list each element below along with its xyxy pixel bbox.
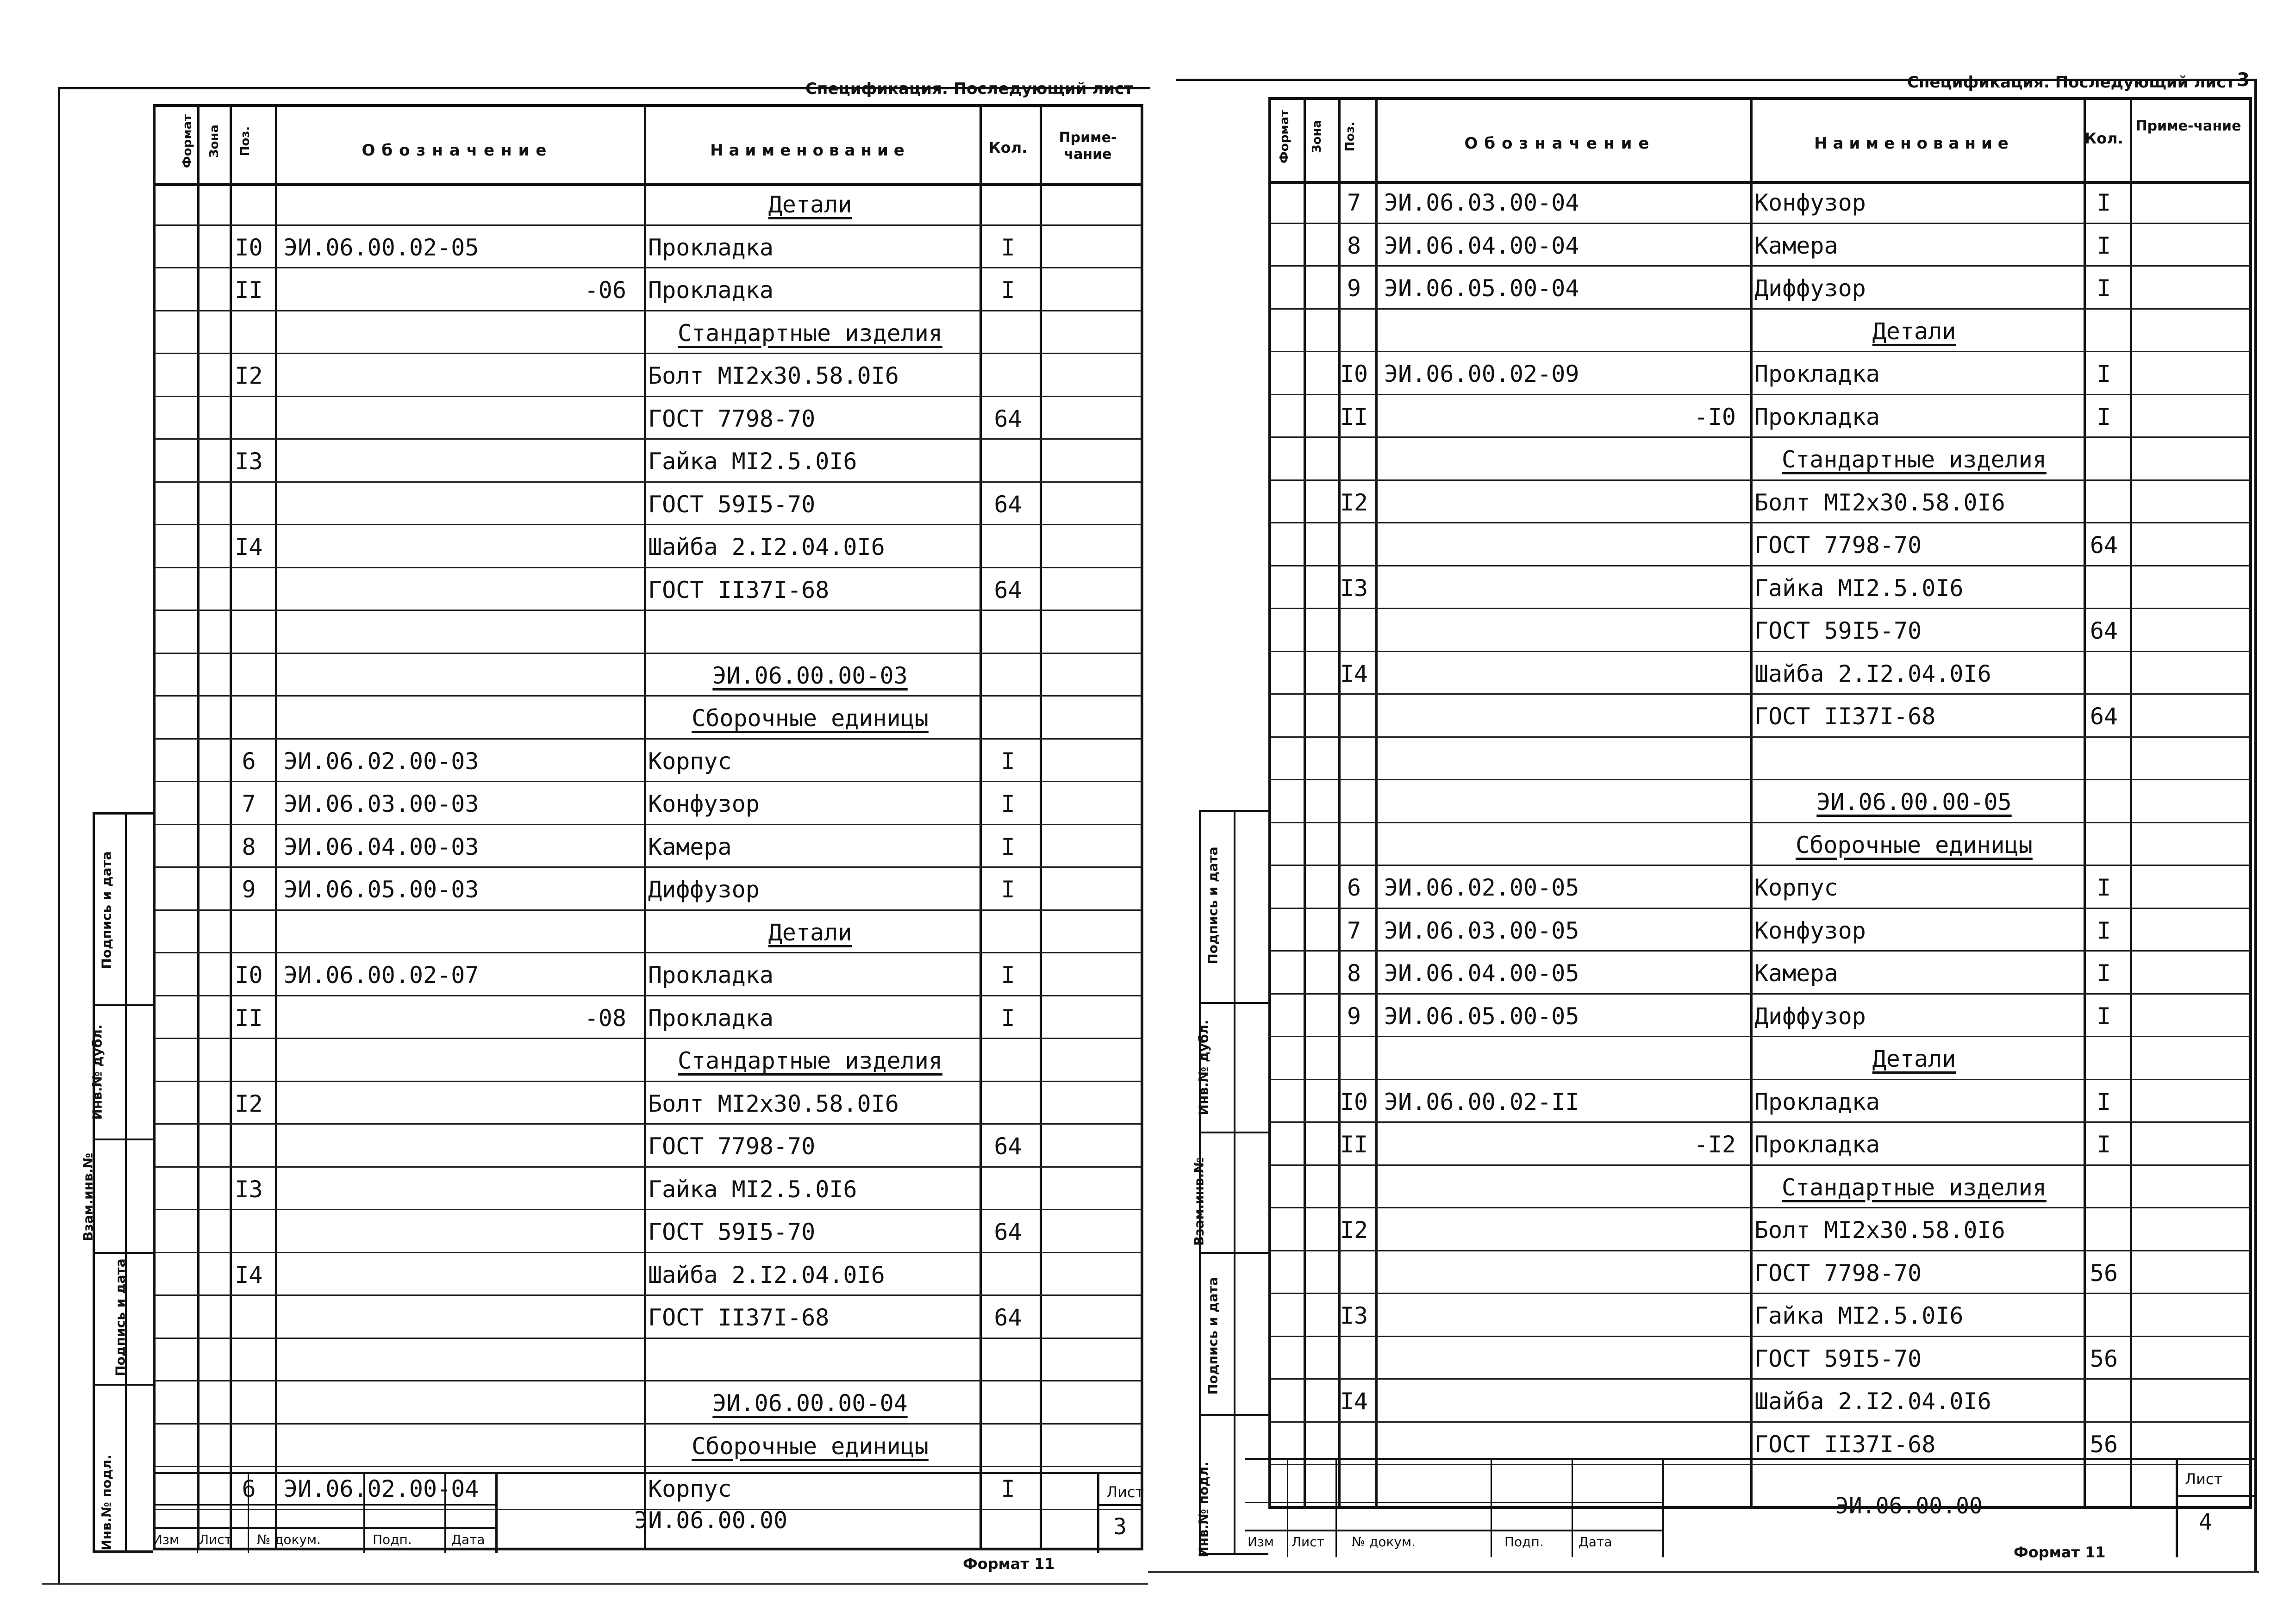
row-divider bbox=[1271, 1036, 2250, 1037]
left-tb-data: Дата bbox=[451, 1532, 485, 1547]
left-side-podpis-1: Подпись и дата bbox=[112, 1258, 128, 1376]
row-designation: ЭИ.06.00.02-09 bbox=[1384, 361, 1579, 387]
row-divider bbox=[155, 353, 1141, 354]
row-divider bbox=[155, 1252, 1141, 1253]
row-divider bbox=[1271, 651, 2250, 652]
row-quantity: I bbox=[1001, 234, 1015, 261]
row-position: II bbox=[1340, 403, 1368, 430]
left-col-name: Наименование bbox=[710, 141, 910, 160]
row-position: I4 bbox=[235, 534, 263, 560]
row-divider bbox=[1271, 865, 2250, 866]
row-name: Болт МI2х30.58.0I6 bbox=[648, 1090, 899, 1117]
row-quantity: 64 bbox=[994, 1219, 1022, 1245]
row-name: Прокладка bbox=[648, 962, 774, 989]
right-tb-list: Лист bbox=[1292, 1534, 1324, 1549]
left-side-vzam: Взам.инв.№ bbox=[80, 1152, 96, 1242]
row-position: 8 bbox=[1347, 960, 1361, 987]
row-designation: ЭИ.06.03.00-03 bbox=[284, 790, 479, 817]
left-tb-podp: Подп. bbox=[373, 1532, 412, 1547]
row-designation: ЭИ.06.03.00-04 bbox=[1384, 189, 1579, 216]
row-position: 9 bbox=[1347, 1002, 1361, 1030]
row-name: ГОСТ II37I-68 bbox=[648, 576, 830, 604]
row-name: Гайка МI2.5.0I6 bbox=[648, 1176, 857, 1203]
row-designation: ЭИ.06.00.02-II bbox=[1384, 1088, 1579, 1115]
left-format: Формат 11 bbox=[963, 1555, 1055, 1573]
row-name: Прокладка bbox=[1754, 1131, 1880, 1158]
row-position: I2 bbox=[235, 1090, 263, 1117]
row-name: Прокладка bbox=[1754, 403, 1880, 430]
row-name: ЭИ.06.00.00-04 bbox=[712, 1390, 908, 1417]
row-position: II bbox=[235, 277, 263, 304]
row-quantity: I bbox=[1001, 790, 1015, 817]
row-name: Конфузор bbox=[648, 790, 760, 817]
row-name: Диффузор bbox=[648, 876, 760, 903]
row-divider bbox=[1271, 1293, 2250, 1294]
row-position: 6 bbox=[1347, 874, 1361, 901]
left-side-inv-dubl: Инв.№ дубл. bbox=[89, 1024, 105, 1120]
right-title-block bbox=[1245, 1458, 2254, 1557]
row-designation: ЭИ.06.02.00-05 bbox=[1384, 874, 1579, 901]
row-quantity: I bbox=[1001, 1004, 1015, 1032]
row-divider bbox=[155, 524, 1141, 525]
row-name: Гайка МI2.5.0I6 bbox=[648, 448, 857, 475]
row-name: Камера bbox=[1754, 232, 1838, 259]
row-name: Шайба 2.I2.04.0I6 bbox=[648, 1261, 885, 1288]
left-tb-sheet-label: Лист bbox=[1106, 1483, 1144, 1501]
left-tb-izm: Изм bbox=[153, 1532, 179, 1547]
row-name: Детали bbox=[1872, 317, 1956, 345]
row-divider bbox=[1271, 993, 2250, 995]
right-tb-data: Дата bbox=[1578, 1534, 1612, 1549]
row-quantity: 64 bbox=[994, 491, 1022, 518]
row-position: 6 bbox=[242, 1475, 256, 1502]
row-divider bbox=[155, 224, 1141, 226]
row-name: Сборочные единицы bbox=[692, 1432, 929, 1460]
row-divider bbox=[155, 481, 1141, 483]
row-position: II bbox=[1340, 1131, 1368, 1158]
row-position: I3 bbox=[1340, 574, 1368, 602]
row-designation: -06 bbox=[584, 277, 626, 304]
row-name: Стандартные изделия bbox=[678, 1047, 942, 1074]
row-name: Корпус bbox=[1754, 874, 1838, 901]
row-designation: ЭИ.06.04.00-05 bbox=[1384, 960, 1579, 987]
right-col-format: Формат bbox=[1278, 109, 1292, 164]
row-name: Стандартные изделия bbox=[1782, 1174, 2046, 1201]
row-position: II bbox=[235, 1004, 263, 1032]
row-divider bbox=[1271, 223, 2250, 224]
right-side-inv-dubl: Инв.№ дубл. bbox=[1196, 1020, 1211, 1115]
right-col-pos: Поз. bbox=[1343, 121, 1357, 152]
row-name: ГОСТ 59I5-70 bbox=[1754, 617, 1922, 644]
right-tb-doc: ЭИ.06.00.00 bbox=[1835, 1493, 1983, 1519]
row-position: 9 bbox=[242, 876, 256, 903]
right-tb-izm: Изм bbox=[1248, 1534, 1274, 1549]
left-tb-list: Лист bbox=[199, 1532, 232, 1547]
right-sheet bbox=[1148, 0, 2296, 1624]
row-name: Шайба 2.I2.04.0I6 bbox=[648, 534, 885, 560]
left-side-podpis-2: Подпись и дата bbox=[99, 851, 114, 969]
row-name: ГОСТ 7798-70 bbox=[648, 1133, 816, 1160]
row-quantity: I bbox=[2096, 275, 2111, 302]
row-quantity: 56 bbox=[2090, 1431, 2118, 1458]
row-divider bbox=[155, 396, 1141, 397]
row-divider bbox=[155, 1466, 1141, 1467]
row-name: Камера bbox=[648, 833, 732, 860]
row-designation: -08 bbox=[584, 1004, 626, 1032]
row-name: Корпус bbox=[648, 1475, 732, 1502]
row-divider bbox=[155, 695, 1141, 697]
row-position: I4 bbox=[1340, 660, 1368, 687]
row-quantity: I bbox=[2096, 232, 2111, 259]
row-divider bbox=[155, 909, 1141, 911]
left-col-note: Приме-чание bbox=[1059, 130, 1117, 162]
left-col-designation: Обозначение bbox=[362, 141, 553, 160]
row-position: I0 bbox=[1340, 1088, 1368, 1115]
row-position: I2 bbox=[1340, 489, 1368, 516]
right-format: Формат 11 bbox=[2014, 1543, 2106, 1561]
left-tb-ndok: № докум. bbox=[257, 1532, 321, 1547]
row-position: I0 bbox=[235, 234, 263, 261]
row-divider bbox=[155, 1123, 1141, 1125]
row-designation: ЭИ.06.00.02-07 bbox=[284, 962, 479, 989]
right-tb-ndok: № докум. bbox=[1352, 1534, 1416, 1549]
row-name: Детали bbox=[768, 919, 852, 946]
row-position: I3 bbox=[235, 1176, 263, 1203]
row-name: ГОСТ II37I-68 bbox=[1754, 1431, 1936, 1458]
row-name: ГОСТ 7798-70 bbox=[1754, 1259, 1922, 1287]
row-name: Сборочные единицы bbox=[1796, 831, 2033, 859]
row-position: 7 bbox=[1347, 189, 1361, 216]
row-divider bbox=[1271, 1164, 2250, 1166]
row-divider bbox=[1271, 479, 2250, 481]
row-divider bbox=[1271, 1421, 2250, 1423]
row-name: Гайка МI2.5.0I6 bbox=[1754, 1302, 1964, 1329]
right-corner-number: 3 bbox=[2237, 69, 2250, 91]
left-col-pos: Поз. bbox=[238, 126, 252, 156]
row-name: Болт МI2х30.58.0I6 bbox=[1754, 1217, 2005, 1244]
row-quantity: I bbox=[1001, 833, 1015, 860]
row-name: Прокладка bbox=[1754, 361, 1880, 387]
row-name: Гайка МI2.5.0I6 bbox=[1754, 574, 1964, 602]
row-position: I2 bbox=[235, 362, 263, 389]
row-quantity: I bbox=[1001, 1475, 1015, 1502]
row-designation: ЭИ.06.02.00-04 bbox=[284, 1475, 479, 1502]
row-divider bbox=[155, 567, 1141, 568]
row-divider bbox=[155, 1166, 1141, 1168]
row-designation: ЭИ.06.02.00-03 bbox=[284, 747, 479, 775]
row-divider bbox=[1271, 950, 2250, 952]
row-divider bbox=[1271, 608, 2250, 609]
row-divider bbox=[1271, 1250, 2250, 1251]
row-divider bbox=[155, 1081, 1141, 1082]
row-divider bbox=[155, 610, 1141, 611]
row-quantity: I bbox=[2096, 1002, 2111, 1030]
row-position: I2 bbox=[1340, 1217, 1368, 1244]
row-divider bbox=[1271, 693, 2250, 695]
row-name: Стандартные изделия bbox=[1782, 446, 2046, 473]
row-quantity: 64 bbox=[994, 405, 1022, 432]
row-quantity: I bbox=[1001, 876, 1015, 903]
row-designation: -I0 bbox=[1694, 403, 1736, 430]
row-divider bbox=[1271, 736, 2250, 738]
row-name: Диффузор bbox=[1754, 1002, 1866, 1030]
right-col-designation: Обозначение bbox=[1464, 134, 1656, 153]
row-divider bbox=[155, 738, 1141, 740]
row-designation: ЭИ.06.05.00-03 bbox=[284, 876, 479, 903]
row-divider bbox=[155, 1209, 1141, 1210]
row-name: ГОСТ 7798-70 bbox=[648, 405, 816, 432]
row-position: 9 bbox=[1347, 275, 1361, 302]
row-divider bbox=[155, 267, 1141, 268]
row-quantity: 64 bbox=[994, 1133, 1022, 1160]
right-col-note: Приме-чание bbox=[2135, 118, 2241, 134]
row-name: Конфузор bbox=[1754, 917, 1866, 944]
row-quantity: I bbox=[2096, 917, 2111, 944]
row-divider bbox=[155, 310, 1141, 311]
right-header: Спецификация. Последующий лист bbox=[1907, 73, 2235, 92]
row-divider bbox=[1271, 822, 2250, 823]
row-divider bbox=[155, 866, 1141, 868]
row-divider bbox=[155, 1294, 1141, 1296]
row-divider bbox=[1271, 308, 2250, 310]
row-quantity: I bbox=[2096, 361, 2111, 387]
row-name: Прокладка bbox=[648, 1004, 774, 1032]
row-divider bbox=[155, 952, 1141, 953]
row-divider bbox=[1271, 522, 2250, 523]
row-divider bbox=[1271, 265, 2250, 267]
right-tb-sheet: 4 bbox=[2199, 1509, 2212, 1535]
row-quantity: I bbox=[2096, 1131, 2111, 1158]
row-position: I4 bbox=[1340, 1388, 1368, 1415]
right-side-podpis-1: Подпись и дата bbox=[1205, 1277, 1221, 1395]
row-quantity: I bbox=[2096, 403, 2111, 430]
row-quantity: I bbox=[2096, 874, 2111, 901]
row-divider bbox=[1271, 394, 2250, 395]
row-quantity: I bbox=[1001, 747, 1015, 775]
row-name: ГОСТ 59I5-70 bbox=[1754, 1345, 1922, 1372]
right-col-qty: Кол. bbox=[2084, 130, 2123, 147]
row-quantity: I bbox=[1001, 962, 1015, 989]
row-name: Конфузор bbox=[1754, 189, 1866, 216]
row-name: Шайба 2.I2.04.0I6 bbox=[1754, 1388, 1991, 1415]
row-designation: ЭИ.06.04.00-03 bbox=[284, 833, 479, 860]
row-position: I0 bbox=[1340, 361, 1368, 387]
row-position: I4 bbox=[235, 1261, 263, 1288]
row-name: ГОСТ 7798-70 bbox=[1754, 532, 1922, 559]
left-col-qty: Кол. bbox=[988, 139, 1028, 156]
row-name: Болт МI2х30.58.0I6 bbox=[648, 362, 899, 389]
row-divider bbox=[155, 824, 1141, 825]
row-divider bbox=[1271, 436, 2250, 438]
row-divider bbox=[155, 1423, 1141, 1425]
row-name: Камера bbox=[1754, 960, 1838, 987]
row-divider bbox=[1271, 351, 2250, 352]
row-position: I3 bbox=[235, 448, 263, 475]
row-divider bbox=[155, 995, 1141, 996]
row-name: Болт МI2х30.58.0I6 bbox=[1754, 489, 2005, 516]
left-tb-doc: ЭИ.06.00.00 bbox=[634, 1507, 788, 1534]
row-name: Диффузор bbox=[1754, 275, 1866, 302]
row-divider bbox=[1271, 1207, 2250, 1208]
row-name: Корпус bbox=[648, 747, 732, 775]
row-divider bbox=[155, 1338, 1141, 1339]
row-designation: ЭИ.06.04.00-04 bbox=[1384, 232, 1579, 259]
row-name: ГОСТ II37I-68 bbox=[1754, 703, 1936, 730]
row-divider bbox=[1271, 779, 2250, 780]
row-position: 7 bbox=[1347, 917, 1361, 944]
row-divider bbox=[1271, 565, 2250, 566]
row-position: 8 bbox=[1347, 232, 1361, 259]
row-divider bbox=[1271, 1079, 2250, 1080]
row-name: ГОСТ II37I-68 bbox=[648, 1304, 830, 1331]
row-quantity: I bbox=[2096, 189, 2111, 216]
row-name: ГОСТ 59I5-70 bbox=[648, 491, 816, 518]
row-quantity: 64 bbox=[994, 576, 1022, 604]
row-name: Стандартные изделия bbox=[678, 319, 942, 347]
row-position: I3 bbox=[1340, 1302, 1368, 1329]
right-side-inv-podl: Инв.№ подл. bbox=[1196, 1462, 1211, 1557]
row-designation: ЭИ.06.00.02-05 bbox=[284, 234, 479, 261]
row-quantity: 64 bbox=[994, 1304, 1022, 1331]
right-side-vzam: Взам.инв.№ bbox=[1191, 1157, 1207, 1246]
row-name: ЭИ.06.00.00-03 bbox=[712, 662, 908, 689]
row-divider bbox=[155, 781, 1141, 782]
row-divider bbox=[1271, 908, 2250, 909]
row-quantity: 64 bbox=[2090, 532, 2118, 559]
row-quantity: I bbox=[2096, 1088, 2111, 1115]
right-side-podpis-2: Подпись и дата bbox=[1205, 846, 1221, 964]
row-divider bbox=[155, 438, 1141, 440]
row-position: 7 bbox=[242, 790, 256, 817]
right-col-name: Наименование bbox=[1814, 134, 2014, 153]
row-name: Сборочные единицы bbox=[692, 705, 929, 732]
row-divider bbox=[155, 1038, 1141, 1039]
row-name: Прокладка bbox=[648, 234, 774, 261]
row-name: ЭИ.06.00.00-05 bbox=[1816, 789, 2012, 815]
row-position: I0 bbox=[235, 962, 263, 989]
row-name: Шайба 2.I2.04.0I6 bbox=[1754, 660, 1991, 687]
row-divider bbox=[155, 653, 1141, 654]
row-divider bbox=[1271, 1336, 2250, 1337]
row-quantity: 64 bbox=[2090, 703, 2118, 730]
left-side-inv-podl: Инв.№ подл. bbox=[99, 1455, 114, 1550]
row-designation: ЭИ.06.03.00-05 bbox=[1384, 917, 1579, 944]
row-designation: ЭИ.06.05.00-04 bbox=[1384, 275, 1579, 302]
left-title-block bbox=[153, 1472, 1143, 1553]
row-position: 8 bbox=[242, 833, 256, 860]
left-header: Спецификация. Последующий лист bbox=[805, 80, 1133, 98]
row-name: Детали bbox=[1872, 1045, 1956, 1072]
row-name: Прокладка bbox=[648, 277, 774, 304]
row-divider bbox=[155, 1380, 1141, 1381]
left-col-format: Формат bbox=[181, 114, 194, 168]
row-name: Детали bbox=[768, 191, 852, 218]
row-designation: ЭИ.06.05.00-05 bbox=[1384, 1002, 1579, 1030]
row-divider bbox=[1271, 1121, 2250, 1123]
right-col-zone: Зона bbox=[1310, 120, 1324, 153]
row-quantity: 56 bbox=[2090, 1345, 2118, 1372]
right-tb-sheet-label: Лист bbox=[2185, 1470, 2223, 1488]
row-quantity: 56 bbox=[2090, 1259, 2118, 1287]
row-position: 6 bbox=[242, 747, 256, 775]
row-designation: -I2 bbox=[1694, 1131, 1736, 1158]
row-name: Прокладка bbox=[1754, 1088, 1880, 1115]
row-quantity: I bbox=[1001, 277, 1015, 304]
row-divider bbox=[1271, 1378, 2250, 1380]
row-quantity: I bbox=[2096, 960, 2111, 987]
row-name: ГОСТ 59I5-70 bbox=[648, 1219, 816, 1245]
right-tb-podp: Подп. bbox=[1504, 1534, 1544, 1549]
left-col-zone: Зона bbox=[207, 124, 221, 158]
row-quantity: 64 bbox=[2090, 617, 2118, 644]
left-tb-sheet: 3 bbox=[1113, 1514, 1127, 1540]
